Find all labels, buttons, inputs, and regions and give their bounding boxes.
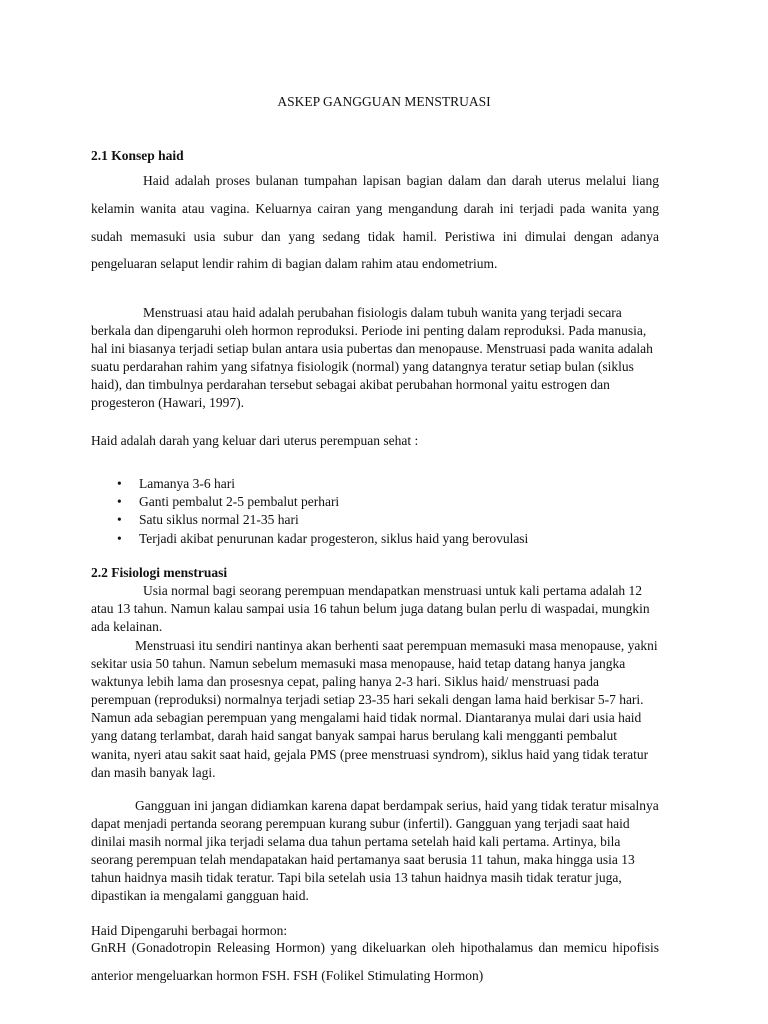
paragraph-gnrh: GnRH (Gonadotropin Releasing Hormon) yang dikeluarkan oleh hipothalamus dan memicu hipofisis anterior mengeluarkan hormon FSH. FSH (Folikel Stimulating Hormon) <box>91 940 659 983</box>
bullet-icon: • <box>117 530 122 546</box>
list-intro: Haid adalah darah yang keluar dari uterus perempuan sehat : <box>91 433 419 448</box>
paragraph-haid-definition: Haid adalah proses bulanan tumpahan lapisan bagian dalam dan darah uterus melalui liang kelamin wanita atau vagina. Keluarnya cairan yang mengandung darah ini terjadi pada wanita yang sudah memasuki usia subur dan yang sedang tidak hamil. Peristiwa ini dimulai dengan adanya pengeluaran selaput lendir rahim di bagian dalam rahim atau endometrium. <box>91 173 659 272</box>
list-item: • Lamanya 3-6 hari <box>91 475 528 493</box>
paragraph-hormon-intro: Haid Dipengaruhi berbagai hormon: <box>91 923 288 938</box>
paragraph-menopause: Menstruasi itu sendiri nantinya akan berhenti saat perempuan memasuki masa menopause, yakni sekitar usia 50 tahun. Namun sebelum memasuki masa menopause, haid tetap datang hanya jangka waktunya lebih lama dan prosesnya cepat, paling hanya 2-3 hari. Siklus haid/ menstruasi pada perempuan (reproduksi) normalnya terjadi setiap 23-35 hari sekali dengan lama haid berkisar 5-7 hari. Namun ada sebagian perempuan yang mengalami haid tidak normal. Diantaranya mulai dari usia haid yang datang terlambat, darah haid sangat banyak sampai harus berulang kali mengganti pembalut wanita, nyeri atau sakit saat haid, gejala PMS (pree menstruasi syndrom), siklus haid yang tidak teratur dan masih banyak lagi. <box>91 638 658 780</box>
section-heading-konsep-haid: 2.1 Konsep haid <box>91 148 184 163</box>
list-item: • Ganti pembalut 2-5 pembalut perhari <box>91 493 528 511</box>
paragraph-usia-normal: Usia normal bagi seorang perempuan mendapatkan menstruasi untuk kali pertama adalah 12 atau 13 tahun. Namun kalau sampai usia 16 tahun belum juga datang bulan perlu di waspadai, mungkin ada kelainan. <box>91 583 650 635</box>
bullet-icon: • <box>117 512 122 528</box>
bullet-icon: • <box>117 476 122 491</box>
paragraph-menstruasi-definition: Menstruasi atau haid adalah perubahan fisiologis dalam tubuh wanita yang terjadi secara berkala dan dipengaruhi oleh hormon reproduksi. Periode ini penting dalam reproduksi. Pada manusia, hal ini biasanya terjadi setiap bulan antara usia pubertas dan menopause. Menstruasi pada wanita adalah suatu perdarahan rahim yang sifatnya fisiologik (normal) yang datangnya teratur setiap bulan (siklus haid), dan timbulnya perdarahan tersebut sebagai akibat perubahan hormonal yaitu estrogen dan progesteron (Hawari, 1997). <box>91 305 653 411</box>
document-title: ASKEP GANGGUAN MENSTRUASI <box>277 94 491 109</box>
paragraph-gangguan: Gangguan ini jangan didiamkan karena dapat berdampak serius, haid yang tidak teratur misalnya dapat menjadi pertanda seorang perempuan kurang subur (infertil). Gangguan yang terjadi saat haid dinilai masih normal jika terjadi selama dua tahun pertama setelah haid kali pertama. Artinya, bila seorang perempuan telah mendapatakan haid pertamanya saat berusia 11 tahun, maka hingga usia 13 tahun haidnya masih tidak teratur. Tapi bila setelah usia 13 tahun haidnya masih tidak teratur juga, dipastikan ia mengalami gangguan haid. <box>91 798 659 904</box>
section-heading-fisiologi: 2.2 Fisiologi menstruasi <box>91 565 228 580</box>
bullet-icon: • <box>117 494 122 510</box>
haid-criteria-list <box>91 475 528 548</box>
list-item: • Satu siklus normal 21-35 hari <box>91 511 528 529</box>
list-item: • Terjadi akibat penurunan kadar progesteron, siklus haid yang berovulasi <box>91 530 528 548</box>
